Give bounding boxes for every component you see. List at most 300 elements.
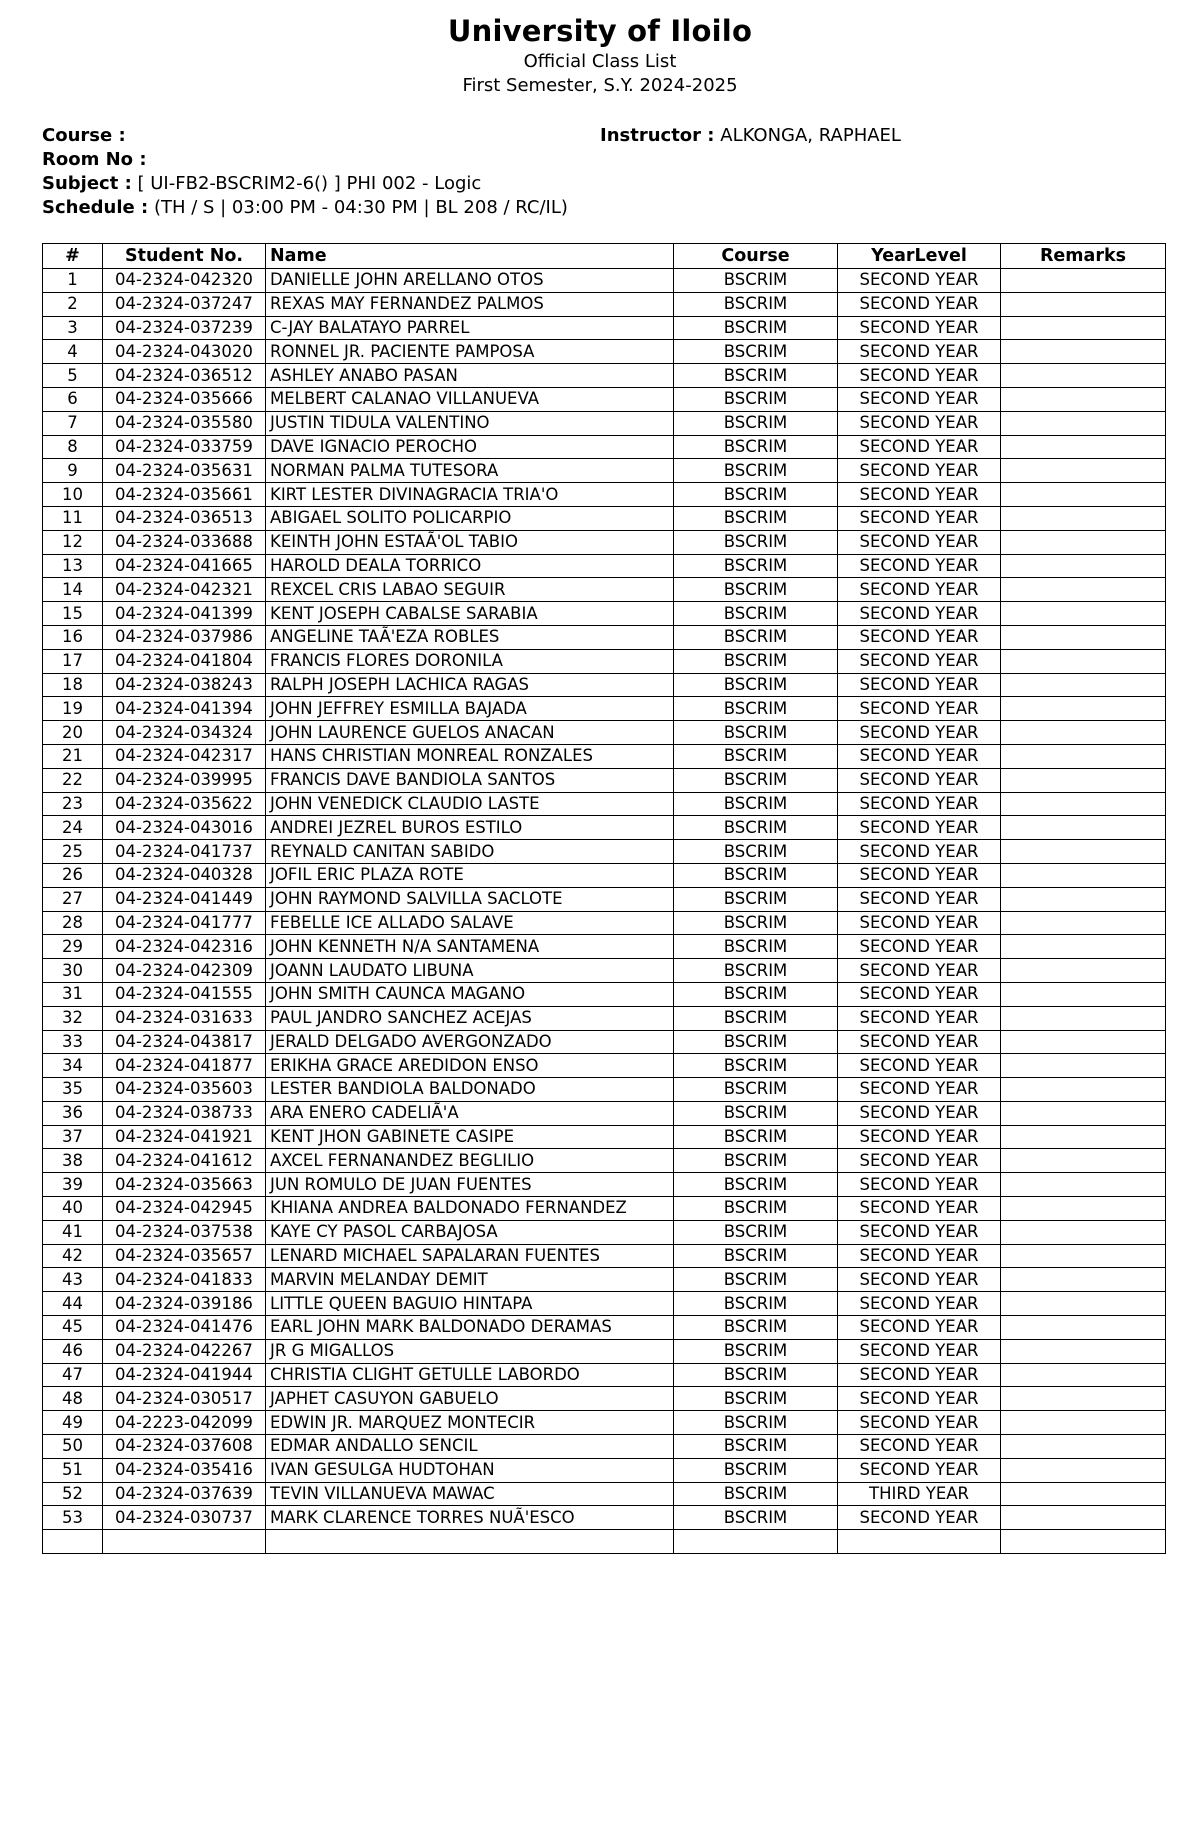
cell-name: FEBELLE ICE ALLADO SALAVE (266, 911, 674, 935)
cell-number: 25 (43, 840, 103, 864)
cell-year-level: SECOND YEAR (838, 387, 1001, 411)
cell-year-level: SECOND YEAR (838, 1363, 1001, 1387)
table-row (43, 1149, 1166, 1173)
cell-number: 12 (43, 530, 103, 554)
cell-number: 2 (43, 292, 103, 316)
cell-course: BSCRIM (674, 292, 838, 316)
cell-remarks (1001, 911, 1166, 935)
cell-remarks (1001, 387, 1166, 411)
cell-student-no: 04-2324-041394 (103, 697, 266, 721)
cell-number: 34 (43, 1054, 103, 1078)
cell-course: BSCRIM (674, 697, 838, 721)
cell-name: ANGELINE TAÃ'EZA ROBLES (266, 625, 674, 649)
cell-course: BSCRIM (674, 1458, 838, 1482)
table-row (43, 792, 1166, 816)
cell-course: BSCRIM (674, 959, 838, 983)
cell-course: BSCRIM (674, 1006, 838, 1030)
cell-year-level: SECOND YEAR (838, 1078, 1001, 1102)
table-row (43, 316, 1166, 340)
table-row (43, 459, 1166, 483)
cell-course: BSCRIM (674, 1220, 838, 1244)
cell-student-no: 04-2324-042321 (103, 578, 266, 602)
cell-course: BSCRIM (674, 1292, 838, 1316)
cell-course: BSCRIM (674, 911, 838, 935)
cell-number: 5 (43, 364, 103, 388)
cell-year-level: SECOND YEAR (838, 1387, 1001, 1411)
cell-student-no: 04-2324-041921 (103, 1125, 266, 1149)
cell-remarks (1001, 483, 1166, 507)
cell-year-level: SECOND YEAR (838, 863, 1001, 887)
cell-student-no: 04-2324-043016 (103, 816, 266, 840)
cell-remarks (1001, 1149, 1166, 1173)
cell-student-no: 04-2324-039995 (103, 768, 266, 792)
table-row (43, 887, 1166, 911)
cell-year-level: SECOND YEAR (838, 602, 1001, 626)
table-row (43, 840, 1166, 864)
table-row (43, 411, 1166, 435)
cell-name: ABIGAEL SOLITO POLICARPIO (266, 506, 674, 530)
cell-number: 30 (43, 959, 103, 983)
cell-number: 31 (43, 982, 103, 1006)
cell-name: LENARD MICHAEL SAPALARAN FUENTES (266, 1244, 674, 1268)
cell-name: KHIANA ANDREA BALDONADO FERNANDEZ (266, 1197, 674, 1221)
cell-number: 14 (43, 578, 103, 602)
cell-name: KEINTH JOHN ESTAÃ'OL TABIO (266, 530, 674, 554)
cell-name: ANDREI JEZREL BUROS ESTILO (266, 816, 674, 840)
cell-year-level: SECOND YEAR (838, 1268, 1001, 1292)
cell-remarks (1001, 1387, 1166, 1411)
cell-name: MELBERT CALANAO VILLANUEVA (266, 387, 674, 411)
cell-remarks (1001, 1054, 1166, 1078)
cell-remarks (1001, 816, 1166, 840)
cell-remarks (1001, 602, 1166, 626)
cell-student-no: 04-2324-041804 (103, 649, 266, 673)
cell-course: BSCRIM (674, 1482, 838, 1506)
cell-remarks (1001, 1339, 1166, 1363)
cell-student-no: 04-2324-041399 (103, 602, 266, 626)
cell-name: JUN ROMULO DE JUAN FUENTES (266, 1173, 674, 1197)
table-row (43, 506, 1166, 530)
cell-course: BSCRIM (674, 554, 838, 578)
cell-number: 17 (43, 649, 103, 673)
semester-label: First Semester, S.Y. 2024-2025 (462, 75, 738, 96)
table-row (43, 1125, 1166, 1149)
table-row (43, 625, 1166, 649)
table-row (43, 1482, 1166, 1506)
table-row (43, 578, 1166, 602)
cell-year-level: SECOND YEAR (838, 411, 1001, 435)
cell-name: EDWIN JR. MARQUEZ MONTECIR (266, 1411, 674, 1435)
cell-student-no: 04-2324-039186 (103, 1292, 266, 1316)
cell-student-no: 04-2324-041449 (103, 887, 266, 911)
table-row (43, 1006, 1166, 1030)
cell-name: IVAN GESULGA HUDTOHAN (266, 1458, 674, 1482)
cell-number: 40 (43, 1197, 103, 1221)
cell-course: BSCRIM (674, 530, 838, 554)
cell-number: 51 (43, 1458, 103, 1482)
table-row (43, 292, 1166, 316)
table-row (43, 602, 1166, 626)
cell-year-level: SECOND YEAR (838, 1149, 1001, 1173)
cell-number: 21 (43, 744, 103, 768)
cell-student-no: 04-2324-040328 (103, 863, 266, 887)
cell-number: 13 (43, 554, 103, 578)
column-header-student-no: Student No. (103, 244, 266, 269)
cell-name: REYNALD CANITAN SABIDO (266, 840, 674, 864)
cell-year-level: SECOND YEAR (838, 982, 1001, 1006)
cell-remarks (1001, 1078, 1166, 1102)
cell-name: JOHN VENEDICK CLAUDIO LASTE (266, 792, 674, 816)
table-row (43, 1220, 1166, 1244)
cell-student-no: 04-2324-035416 (103, 1458, 266, 1482)
table-row (43, 269, 1166, 293)
cell-remarks (1001, 316, 1166, 340)
cell-name: LESTER BANDIOLA BALDONADO (266, 1078, 674, 1102)
cell-remarks (1001, 1482, 1166, 1506)
cell-name: DANIELLE JOHN ARELLANO OTOS (266, 269, 674, 293)
cell-course: BSCRIM (674, 269, 838, 293)
cell-name: RONNEL JR. PACIENTE PAMPOSA (266, 340, 674, 364)
cell-course: BSCRIM (674, 1316, 838, 1340)
cell-remarks (1001, 649, 1166, 673)
cell-student-no: 04-2223-042099 (103, 1411, 266, 1435)
cell-number: 10 (43, 483, 103, 507)
cell-year-level: SECOND YEAR (838, 435, 1001, 459)
cell-number: 11 (43, 506, 103, 530)
cell-year-level: SECOND YEAR (838, 792, 1001, 816)
cell-number: 26 (43, 863, 103, 887)
cell-number: 9 (43, 459, 103, 483)
cell-student-no: 04-2324-030737 (103, 1506, 266, 1530)
table-row (43, 1387, 1166, 1411)
cell-remarks (1001, 364, 1166, 388)
cell-course: BSCRIM (674, 340, 838, 364)
cell-course: BSCRIM (674, 1244, 838, 1268)
cell-student-no: 04-2324-030517 (103, 1387, 266, 1411)
table-row (43, 1244, 1166, 1268)
cell-remarks (1001, 1197, 1166, 1221)
cell-student-no: 04-2324-042945 (103, 1197, 266, 1221)
table-row (43, 1078, 1166, 1102)
cell-number: 1 (43, 269, 103, 293)
cell-student-no: 04-2324-031633 (103, 1006, 266, 1030)
cell-year-level: SECOND YEAR (838, 935, 1001, 959)
cell-student-no: 04-2324-042317 (103, 744, 266, 768)
cell-number: 16 (43, 625, 103, 649)
cell-student-no: 04-2324-037247 (103, 292, 266, 316)
cell-remarks (1001, 1411, 1166, 1435)
subject-label: Subject : (42, 173, 132, 194)
course-label: Course : (42, 125, 126, 146)
cell-number: 46 (43, 1339, 103, 1363)
class-roster-table (42, 243, 1166, 1554)
cell-number: 45 (43, 1316, 103, 1340)
cell-remarks (1001, 959, 1166, 983)
cell-student-no: 04-2324-037608 (103, 1435, 266, 1459)
cell-name: ARA ENERO CADELIÃ'A (266, 1101, 674, 1125)
cell-student-no: 04-2324-042316 (103, 935, 266, 959)
cell-course: BSCRIM (674, 768, 838, 792)
cell-student-no: 04-2324-035666 (103, 387, 266, 411)
cell-year-level: SECOND YEAR (838, 578, 1001, 602)
cell-course: BSCRIM (674, 863, 838, 887)
cell-course: BSCRIM (674, 1339, 838, 1363)
cell-number: 47 (43, 1363, 103, 1387)
cell-student-no: 04-2324-033688 (103, 530, 266, 554)
cell-course: BSCRIM (674, 1149, 838, 1173)
cell-course: BSCRIM (674, 483, 838, 507)
cell-year-level: SECOND YEAR (838, 364, 1001, 388)
cell-year-level: SECOND YEAR (838, 1054, 1001, 1078)
cell-year-level: SECOND YEAR (838, 1101, 1001, 1125)
cell-year-level: SECOND YEAR (838, 530, 1001, 554)
cell-name: TEVIN VILLANUEVA MAWAC (266, 1482, 674, 1506)
cell-name: KENT JHON GABINETE CASIPE (266, 1125, 674, 1149)
cell-number: 6 (43, 387, 103, 411)
cell-number: 23 (43, 792, 103, 816)
table-row (43, 649, 1166, 673)
cell-year-level: SECOND YEAR (838, 1506, 1001, 1530)
cell-course: BSCRIM (674, 1411, 838, 1435)
cell-name: AXCEL FERNANANDEZ BEGLILIO (266, 1149, 674, 1173)
cell-year-level: SECOND YEAR (838, 768, 1001, 792)
cell-name: JERALD DELGADO AVERGONZADO (266, 1030, 674, 1054)
table-row (43, 721, 1166, 745)
cell-year-level: SECOND YEAR (838, 1173, 1001, 1197)
cell-year-level: SECOND YEAR (838, 554, 1001, 578)
cell-name: FRANCIS DAVE BANDIOLA SANTOS (266, 768, 674, 792)
cell-remarks (1001, 459, 1166, 483)
subject-value: [ UI-FB2-BSCRIM2-6() ] PHI 002 - Logic (137, 173, 482, 194)
cell-remarks (1001, 578, 1166, 602)
cell-course: BSCRIM (674, 1506, 838, 1530)
university-name: University of Iloilo (447, 14, 753, 48)
cell-course: BSCRIM (674, 1387, 838, 1411)
cell-remarks (1001, 1244, 1166, 1268)
cell-student-no: 04-2324-036512 (103, 364, 266, 388)
cell-remarks (1001, 269, 1166, 293)
cell-year-level: SECOND YEAR (838, 911, 1001, 935)
cell-number: 19 (43, 697, 103, 721)
room-line (42, 148, 568, 172)
table-row (43, 1506, 1166, 1530)
table-row (43, 1458, 1166, 1482)
cell-year-level: SECOND YEAR (838, 816, 1001, 840)
cell-remarks (1001, 1435, 1166, 1459)
cell-course: BSCRIM (674, 1125, 838, 1149)
cell-course: BSCRIM (674, 506, 838, 530)
cell-course: BSCRIM (674, 1030, 838, 1054)
cell-year-level: SECOND YEAR (838, 840, 1001, 864)
table-row (43, 1197, 1166, 1221)
cell-name: JOHN SMITH CAUNCA MAGANO (266, 982, 674, 1006)
cell-number: 44 (43, 1292, 103, 1316)
schedule-value: (TH / S | 03:00 PM - 04:30 PM | BL 208 / RC/IL) (153, 197, 568, 218)
cell-name: JR G MIGALLOS (266, 1339, 674, 1363)
cell-number: 48 (43, 1387, 103, 1411)
table-row (43, 673, 1166, 697)
cell-student-no: 04-2324-042267 (103, 1339, 266, 1363)
cell-remarks (1001, 1530, 1166, 1554)
cell-course: BSCRIM (674, 840, 838, 864)
cell-remarks (1001, 982, 1166, 1006)
cell-name (266, 1530, 674, 1554)
cell-number: 49 (43, 1411, 103, 1435)
cell-year-level: SECOND YEAR (838, 1458, 1001, 1482)
cell-number: 8 (43, 435, 103, 459)
cell-remarks (1001, 673, 1166, 697)
cell-remarks (1001, 1030, 1166, 1054)
cell-course (674, 1530, 838, 1554)
cell-course: BSCRIM (674, 1197, 838, 1221)
cell-number: 28 (43, 911, 103, 935)
cell-name: EDMAR ANDALLO SENCIL (266, 1435, 674, 1459)
cell-student-no: 04-2324-041877 (103, 1054, 266, 1078)
cell-remarks (1001, 863, 1166, 887)
cell-name: JUSTIN TIDULA VALENTINO (266, 411, 674, 435)
cell-course: BSCRIM (674, 625, 838, 649)
cell-number: 42 (43, 1244, 103, 1268)
cell-year-level: SECOND YEAR (838, 316, 1001, 340)
room-label: Room No : (42, 149, 147, 170)
cell-name: ASHLEY ANABO PASAN (266, 364, 674, 388)
table-row (43, 816, 1166, 840)
cell-remarks (1001, 530, 1166, 554)
cell-student-no: 04-2324-037538 (103, 1220, 266, 1244)
cell-name: EARL JOHN MARK BALDONADO DERAMAS (266, 1316, 674, 1340)
cell-course: BSCRIM (674, 1078, 838, 1102)
cell-name: PAUL JANDRO SANCHEZ ACEJAS (266, 1006, 674, 1030)
cell-name: JOHN RAYMOND SALVILLA SACLOTE (266, 887, 674, 911)
cell-remarks (1001, 340, 1166, 364)
cell-student-no: 04-2324-041944 (103, 1363, 266, 1387)
cell-remarks (1001, 435, 1166, 459)
cell-name: JOANN LAUDATO LIBUNA (266, 959, 674, 983)
table-row (43, 982, 1166, 1006)
table-row (43, 364, 1166, 388)
cell-course: BSCRIM (674, 792, 838, 816)
cell-student-no (103, 1530, 266, 1554)
table-row (43, 1268, 1166, 1292)
table-row (43, 340, 1166, 364)
cell-student-no: 04-2324-035603 (103, 1078, 266, 1102)
cell-number: 18 (43, 673, 103, 697)
cell-year-level: SECOND YEAR (838, 1411, 1001, 1435)
cell-year-level: SECOND YEAR (838, 959, 1001, 983)
cell-year-level: SECOND YEAR (838, 721, 1001, 745)
document-header (0, 12, 1200, 98)
cell-year-level: SECOND YEAR (838, 1006, 1001, 1030)
cell-student-no: 04-2324-038733 (103, 1101, 266, 1125)
cell-remarks (1001, 721, 1166, 745)
cell-year-level: SECOND YEAR (838, 292, 1001, 316)
table-row (43, 1339, 1166, 1363)
cell-remarks (1001, 1220, 1166, 1244)
cell-year-level: SECOND YEAR (838, 269, 1001, 293)
cell-remarks (1001, 744, 1166, 768)
course-line (42, 124, 568, 148)
cell-number: 22 (43, 768, 103, 792)
table-row (43, 1435, 1166, 1459)
cell-student-no: 04-2324-043020 (103, 340, 266, 364)
schedule-label: Schedule : (42, 197, 149, 218)
cell-year-level: THIRD YEAR (838, 1482, 1001, 1506)
column-header-number: # (43, 244, 103, 269)
cell-student-no: 04-2324-041777 (103, 911, 266, 935)
cell-course: BSCRIM (674, 316, 838, 340)
cell-year-level: SECOND YEAR (838, 483, 1001, 507)
cell-name: NORMAN PALMA TUTESORA (266, 459, 674, 483)
cell-course: BSCRIM (674, 387, 838, 411)
cell-student-no: 04-2324-037986 (103, 625, 266, 649)
cell-year-level: SECOND YEAR (838, 649, 1001, 673)
cell-year-level: SECOND YEAR (838, 744, 1001, 768)
table-row (43, 1363, 1166, 1387)
table-row (43, 530, 1166, 554)
cell-student-no: 04-2324-041555 (103, 982, 266, 1006)
cell-year-level: SECOND YEAR (838, 506, 1001, 530)
cell-course: BSCRIM (674, 1054, 838, 1078)
cell-remarks (1001, 1506, 1166, 1530)
cell-student-no: 04-2324-033759 (103, 435, 266, 459)
cell-remarks (1001, 1458, 1166, 1482)
cell-name: DAVE IGNACIO PEROCHO (266, 435, 674, 459)
cell-name: JAPHET CASUYON GABUELO (266, 1387, 674, 1411)
cell-year-level: SECOND YEAR (838, 340, 1001, 364)
cell-name: JOHN JEFFREY ESMILLA BAJADA (266, 697, 674, 721)
cell-name: MARVIN MELANDAY DEMIT (266, 1268, 674, 1292)
cell-course: BSCRIM (674, 1101, 838, 1125)
cell-number: 20 (43, 721, 103, 745)
cell-student-no: 04-2324-042320 (103, 269, 266, 293)
table-row (43, 959, 1166, 983)
cell-remarks (1001, 1101, 1166, 1125)
cell-student-no: 04-2324-038243 (103, 673, 266, 697)
cell-year-level: SECOND YEAR (838, 887, 1001, 911)
cell-number (43, 1530, 103, 1554)
table-row (43, 768, 1166, 792)
cell-name: KIRT LESTER DIVINAGRACIA TRIA'O (266, 483, 674, 507)
cell-year-level (838, 1530, 1001, 1554)
cell-course: BSCRIM (674, 887, 838, 911)
cell-number: 27 (43, 887, 103, 911)
column-header-year-level: YearLevel (838, 244, 1001, 269)
cell-course: BSCRIM (674, 744, 838, 768)
table-row (43, 1054, 1166, 1078)
cell-number: 4 (43, 340, 103, 364)
table-row (43, 1411, 1166, 1435)
column-header-course: Course (674, 244, 838, 269)
table-row (43, 1173, 1166, 1197)
cell-course: BSCRIM (674, 602, 838, 626)
cell-year-level: SECOND YEAR (838, 1339, 1001, 1363)
cell-course: BSCRIM (674, 1173, 838, 1197)
cell-number: 36 (43, 1101, 103, 1125)
cell-name: HAROLD DEALA TORRICO (266, 554, 674, 578)
cell-number: 33 (43, 1030, 103, 1054)
cell-year-level: SECOND YEAR (838, 459, 1001, 483)
table-row (43, 435, 1166, 459)
cell-student-no: 04-2324-037239 (103, 316, 266, 340)
table-header-row (43, 244, 1166, 269)
cell-name: KAYE CY PASOL CARBAJOSA (266, 1220, 674, 1244)
cell-name: JOHN LAURENCE GUELOS ANACAN (266, 721, 674, 745)
cell-remarks (1001, 768, 1166, 792)
cell-student-no: 04-2324-037639 (103, 1482, 266, 1506)
cell-remarks (1001, 935, 1166, 959)
cell-year-level: SECOND YEAR (838, 1292, 1001, 1316)
table-row (43, 863, 1166, 887)
